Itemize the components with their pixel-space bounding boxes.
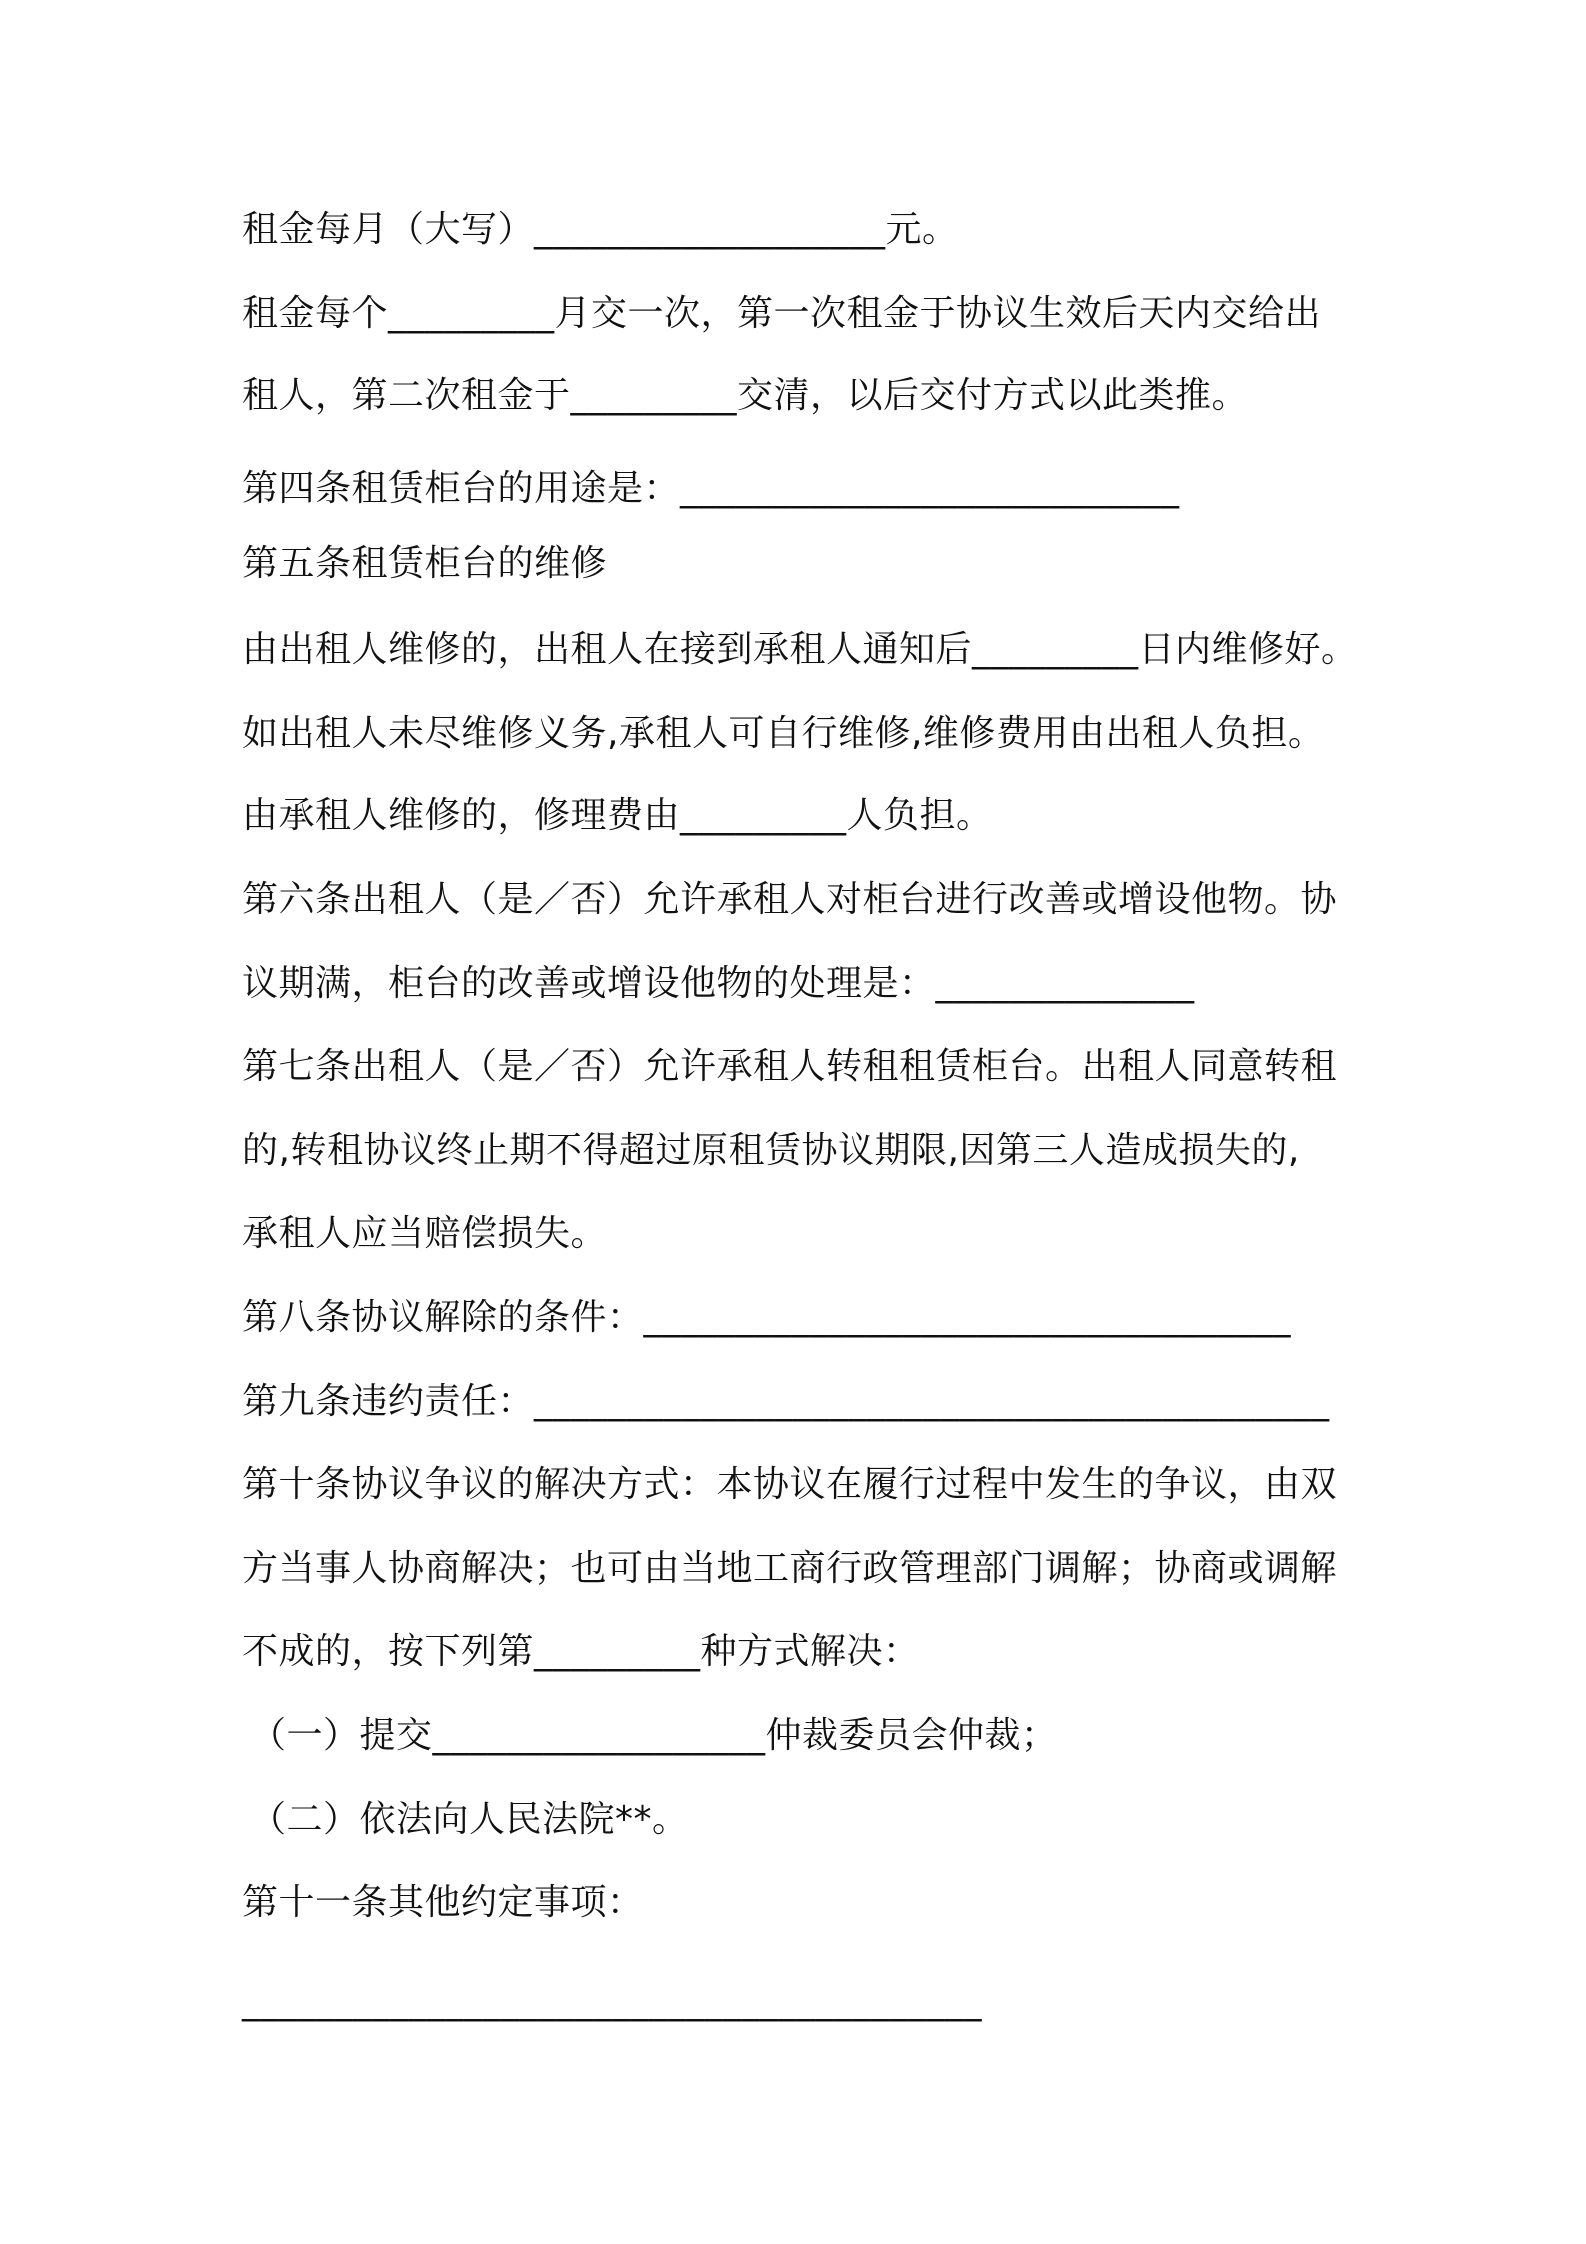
- article-7-line-1: 第七条出租人（是／否）允许承租人转租租赁柜台。出租人同意转租: [242, 1046, 1338, 1087]
- article-4-purpose: 第四条租赁柜台的用途是：___________________________: [242, 468, 1180, 509]
- article-6-line-2: 议期满，柜台的改善或增设他物的处理是：______________: [242, 963, 1195, 1004]
- article-5-line-3: 由承租人维修的，修理费由_________人负担。: [242, 795, 993, 836]
- article-7-line-2: 的,转租协议终止期不得超过原租赁协议期限,因第三人造成损失的,: [242, 1130, 1300, 1171]
- rent-payment-line-1: 租金每个_________月交一次，第一次租金于协议生效后天内交给出: [242, 293, 1322, 334]
- rent-payment-line-2: 租人，第二次租金于_________交清，以后交付方式以此类推。: [242, 375, 1249, 416]
- article-5-heading: 第五条租赁柜台的维修: [242, 543, 608, 584]
- article-5-line-2: 如出租人未尽维修义务,承租人可自行维修,维修费用由出租人负担。: [242, 713, 1325, 754]
- article-10-line-1: 第十条协议争议的解决方式：本协议在履行过程中发生的争议，由双: [242, 1464, 1338, 1505]
- article-10-line-2: 方当事人协商解决；也可由当地工商行政管理部门调解；协商或调解: [242, 1548, 1338, 1589]
- article-5-line-1: 由出租人维修的，出租人在接到承租人通知后_________日内维修好。: [242, 629, 1358, 670]
- article-10-option-1: （一）提交__________________仲裁委员会仲裁；: [250, 1715, 1058, 1756]
- article-9-line: 第九条违约责任：___________________________________________: [242, 1381, 1330, 1422]
- article-11-blank-line: ________________________________________: [242, 1981, 982, 2022]
- article-8-line: 第八条协议解除的条件：___________________________________: [242, 1297, 1292, 1338]
- article-7-line-3: 承租人应当赔偿损失。: [242, 1213, 608, 1254]
- article-10-line-3: 不成的，按下列第_________种方式解决：: [242, 1631, 920, 1672]
- article-10-option-2: （二）依法向人民法院**。: [250, 1799, 689, 1840]
- rent-amount-line: 租金每月（大写）___________________元。: [242, 209, 959, 250]
- article-6-line-1: 第六条出租人（是／否）允许承租人对柜台进行改善或增设他物。协: [242, 879, 1338, 920]
- article-11-heading: 第十一条其他约定事项：: [242, 1882, 644, 1923]
